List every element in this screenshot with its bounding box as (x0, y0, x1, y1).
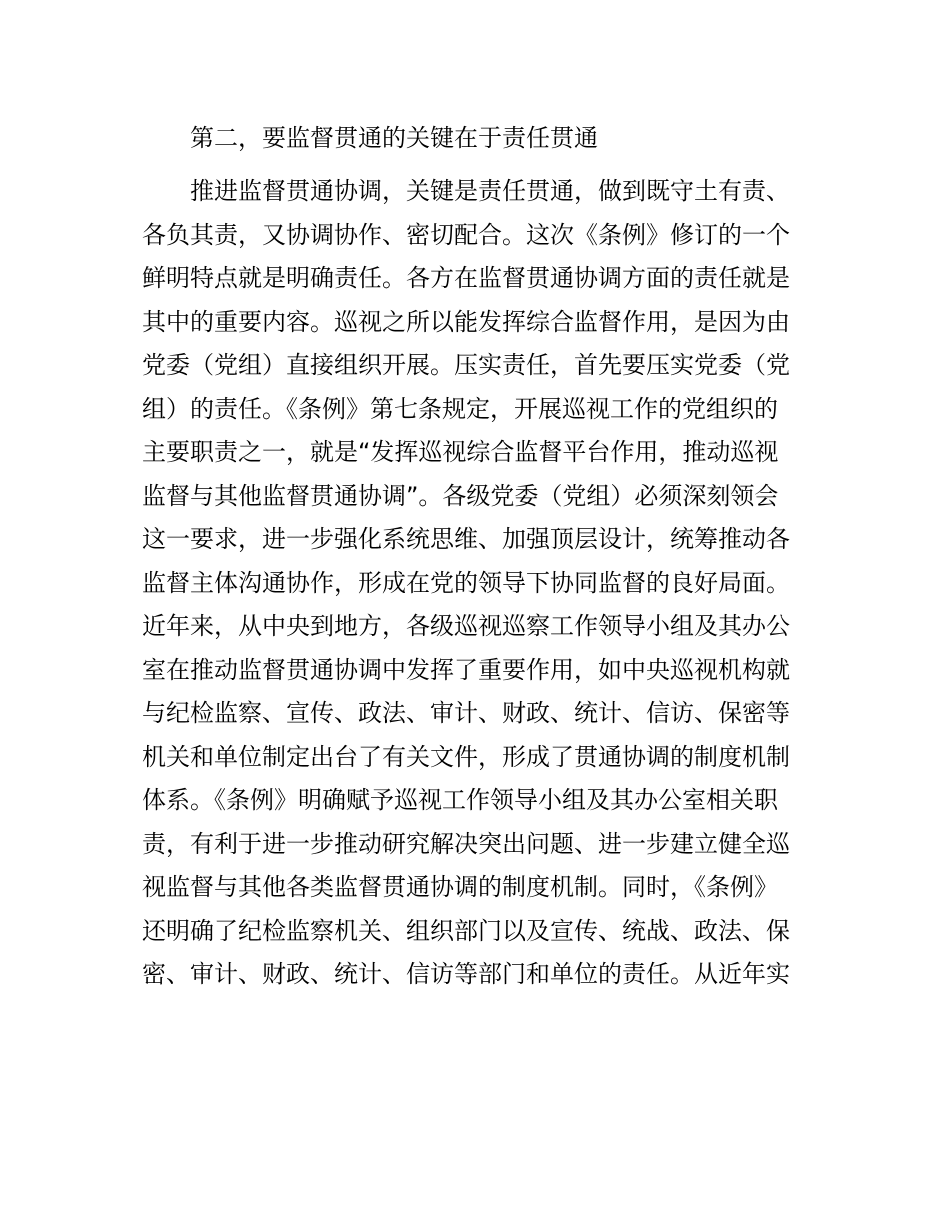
text-line: 视监督与其他各类监督贯通协调的制度机制。同时，《条例》 (142, 873, 778, 901)
text-line: 主要职责之一，就是“发挥巡视综合监督平台作用，推动巡视 (142, 438, 779, 466)
text-line: 密、审计、财政、统计、信访等部门和单位的责任。从近年实 (142, 960, 790, 988)
text-line: 责，有利于进一步推动研究解决突出问题、进一步建立健全巡 (142, 829, 790, 858)
text-line: 近年来，从中央到地方，各级巡视巡察工作领导小组及其办公 (142, 612, 790, 640)
text-line: 机关和单位制定出台了有关文件，形成了贯通协调的制度机制 (142, 742, 790, 771)
text-line: 党委（党组）直接组织开展。压实责任，首先要压实党委（党 (142, 351, 790, 379)
text-line: 与纪检监察、宣传、政法、审计、财政、统计、信访、保密等 (142, 699, 790, 727)
text-line: 组）的责任。《条例》第七条规定，开展巡视工作的党组织的 (142, 394, 778, 423)
text-line: 还明确了纪检监察机关、组织部门以及宣传、统战、政法、保 (142, 916, 790, 945)
section-heading: 第二，要监督贯通的关键在于责任贯通 (190, 124, 598, 152)
text-line: 鲜明特点就是明确责任。各方在监督贯通协调方面的责任就是 (142, 264, 790, 292)
text-line: 推进监督贯通协调，关键是责任贯通，做到既守土有责、 (190, 177, 790, 205)
text-line: 体系。《条例》明确赋予巡视工作领导小组及其办公室相关职 (142, 786, 778, 814)
body-paragraph (142, 170, 822, 997)
text-line: 室在推动监督贯通协调中发挥了重要作用，如中央巡视机构就 (142, 655, 790, 684)
text-line: 监督与其他监督贯通协调”。各级党委（党组）必须深刻领会 (142, 481, 779, 510)
text-line: 各负其责，又协调协作、密切配合。这次《条例》修订的一个 (142, 220, 790, 249)
text-line: 这一要求，进一步强化系统思维、加强顶层设计，统筹推动各 (142, 525, 790, 553)
text-line: 其中的重要内容。巡视之所以能发挥综合监督作用，是因为由 (142, 307, 790, 336)
text-line: 监督主体沟通协作，形成在党的领导下协同监督的良好局面。 (142, 568, 790, 597)
